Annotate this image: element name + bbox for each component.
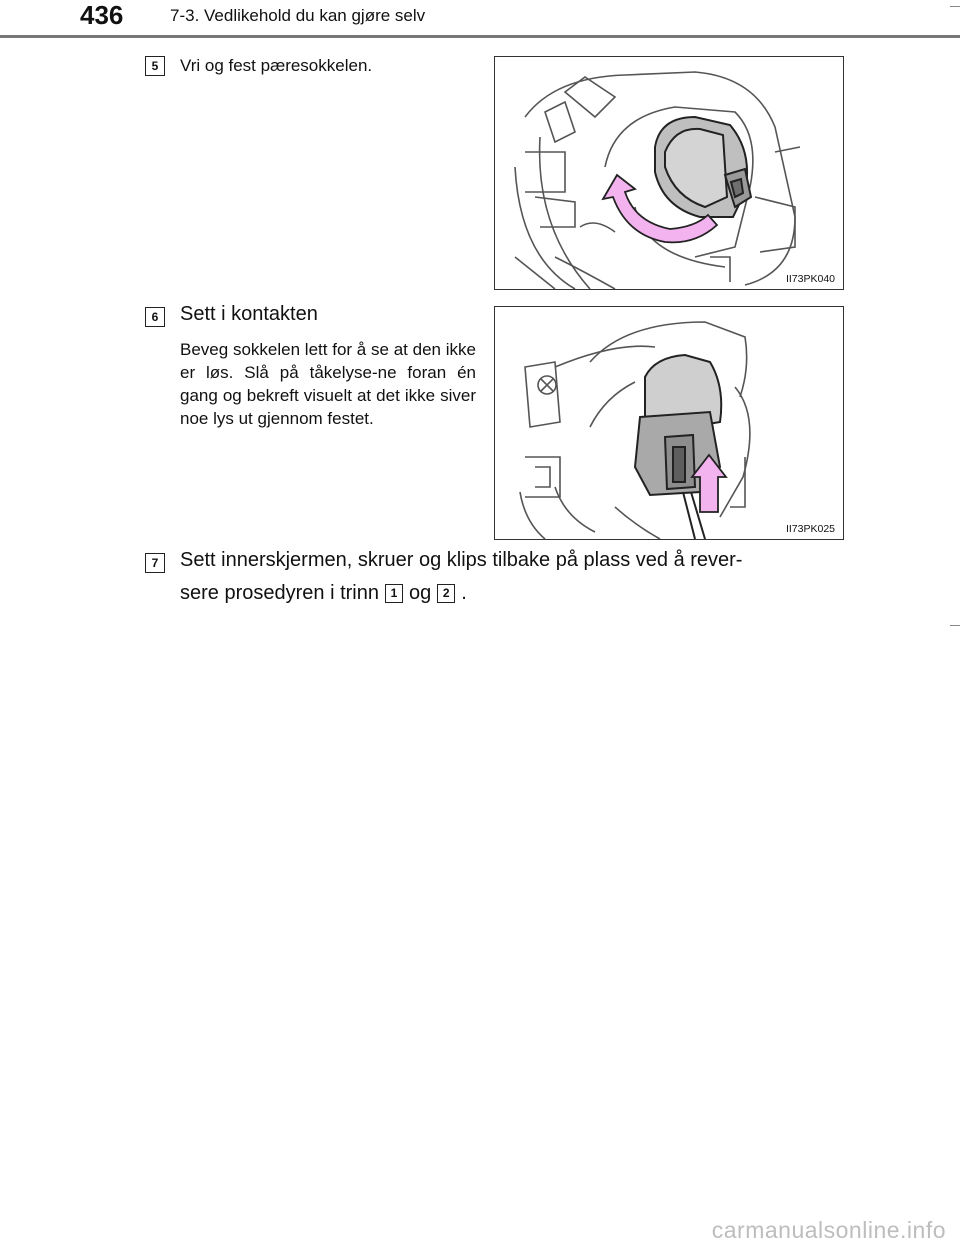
figure-code-5: II73PK040 — [785, 273, 835, 285]
margin-tick-mid — [950, 625, 960, 626]
step-ref-2[interactable]: 2 — [437, 584, 455, 603]
step-6-paragraph: Beveg sokkelen lett for å se at den ikke er løs. Slå på tåkelyse-ne foran én gang og bekreft visuelt at det ikke siver noe lys ut gjennom festet. — [180, 340, 476, 428]
margin-tick-top — [950, 6, 960, 7]
connector-insert-illustration — [495, 307, 843, 539]
step-7-badge: 7 — [145, 553, 165, 573]
step-5-badge: 5 — [145, 56, 165, 76]
step-ref-1[interactable]: 1 — [385, 584, 403, 603]
step-7-line2-prefix: sere prosedyren i trinn — [180, 582, 379, 604]
step-6-badge: 6 — [145, 307, 165, 327]
step-5-text: Vri og fest pæresokkelen. — [180, 56, 373, 75]
step-7-suffix: . — [461, 582, 467, 604]
figure-insert-connector — [494, 306, 844, 540]
step-6-title: Sett i kontakten — [180, 303, 318, 325]
step-7-connector: og — [408, 582, 432, 604]
figure-code-6: II73PK025 — [785, 523, 835, 535]
step-7-line2 — [180, 582, 467, 605]
step-7-line1: Sett innerskjermen, skruer og klips tilbake på plass ved å rever- — [180, 549, 743, 571]
figure-bulb-socket-rotate — [494, 56, 844, 290]
headlamp-socket-rotate-illustration — [495, 57, 843, 289]
section-title: 7-3. Vedlikehold du kan gjøre selv — [170, 6, 426, 25]
header-rule — [0, 35, 960, 38]
watermark: carmanualsonline.info — [711, 1217, 946, 1243]
page-number: 436 — [80, 0, 124, 30]
